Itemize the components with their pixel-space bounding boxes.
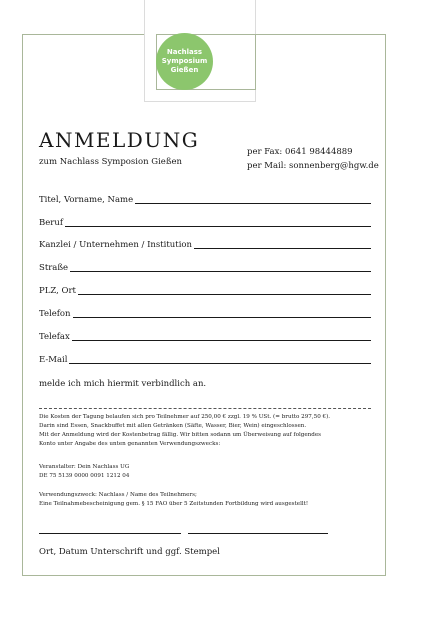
fax-field[interactable] [39,331,371,343]
signature-caption: Ort, Datum Unterschrift und ggf. Stempel [39,547,220,557]
logo-line-1: Nachlass [166,48,203,56]
fax-number: per Fax: 0641 98444889 [247,147,353,157]
cost-info-line: Darin sind Essen, Snackbuffet mit allen Getränken (Säfte, Wasser, Bier, Wein) eingeschlossen. [39,423,307,429]
name-label: Titel, Vorname, Name [39,195,134,205]
zip-city-input-line[interactable] [78,294,371,295]
form-subtitle: zum Nachlass Symposion Gießen [39,157,183,167]
phone-input-line[interactable] [73,317,371,318]
street-field[interactable] [39,262,371,274]
contact-info [247,145,379,173]
logo-line-2: Symposium [161,57,208,65]
zip-city-field[interactable] [39,285,371,297]
logo-line-3: Gießen [170,66,199,74]
cost-info-line: Mit der Anmeldung wird der Kostenbetrag fällig. Wir bitten sodann um Überweisung auf folgendes [39,432,322,438]
stamp-signature-line[interactable] [188,533,328,534]
email-label: E-Mail [39,355,68,365]
zip-city-label: PLZ, Ort [39,286,76,296]
nachlass-symposium-logo [156,33,213,90]
profession-input-line[interactable] [65,226,371,227]
cost-info [39,413,330,449]
name-field[interactable] [39,194,371,206]
fax-input-line[interactable] [72,340,371,341]
profession-field[interactable] [39,217,371,229]
mail-address: per Mail: sonnenberg@hgw.de [247,161,379,171]
cost-info-line: Die Kosten der Tagung belaufen sich pro Teilnehmer auf 250,00 € zzgl. 19 % USt. (= brutto 297,50 €). [39,414,331,420]
name-input-line[interactable] [135,203,371,204]
dashed-divider [39,408,371,409]
email-field[interactable] [39,354,371,366]
organizer-info [39,463,129,481]
cost-info-line: Konto unter Angabe des unten genannten Verwendungszwecks: [39,441,221,447]
street-label: Straße [39,263,69,273]
profession-label: Beruf [39,218,63,228]
purpose-line: Verwendungszweck: Nachlass / Name des Teilnehmers; [39,492,197,498]
email-input-line[interactable] [69,363,371,364]
fax-label: Telefax [39,332,70,342]
organization-input-line[interactable] [194,248,371,249]
form-title: ANMELDUNG [39,128,200,152]
phone-label: Telefon [39,309,71,319]
phone-field[interactable] [39,308,371,320]
organization-label: Kanzlei / Unternehmen / Institution [39,240,193,250]
bank-account: DE 75 5139 0000 0091 1212 04 [39,473,130,479]
organizer-name: Veranstalter: Dein Nachlass UG [39,464,130,470]
purpose-info [39,491,308,509]
certificate-note: Eine Teilnahmebescheinigung gem. § 15 FAO über 5 Zeitstunden Fortbildung wird ausgestellt! [39,501,309,507]
organization-field[interactable] [39,239,371,251]
street-input-line[interactable] [70,271,371,272]
place-date-signature-line[interactable] [39,533,181,534]
binding-confirmation: melde ich mich hiermit verbindlich an. [39,379,207,389]
